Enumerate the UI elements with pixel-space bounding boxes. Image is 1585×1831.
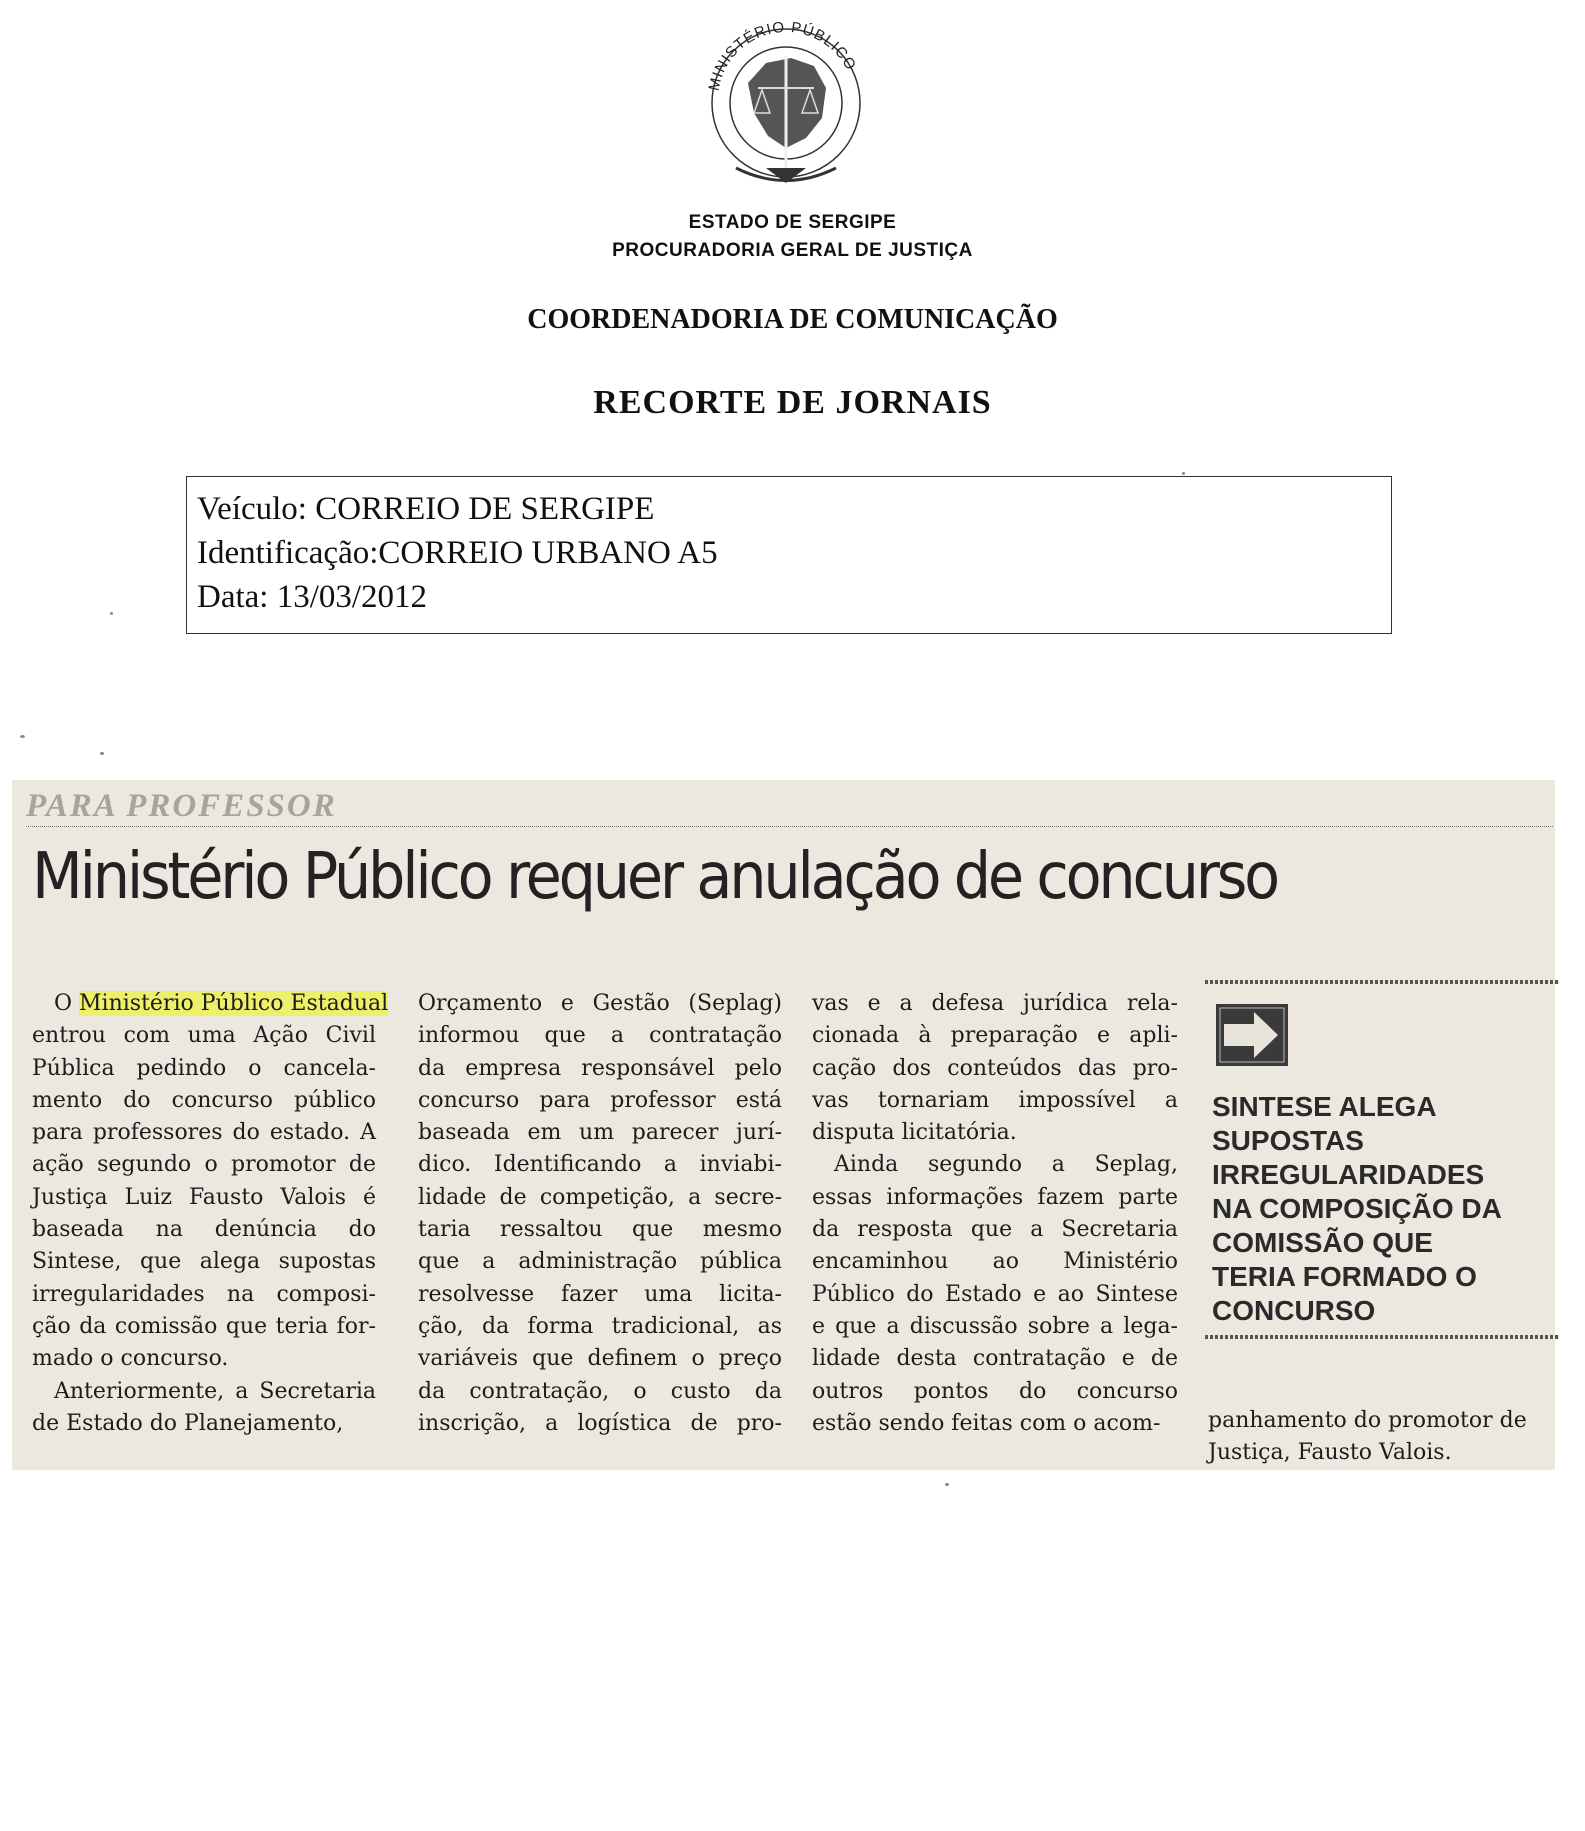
- continuation-line: Justiça, Fausto Valois.: [1208, 1440, 1452, 1465]
- article-line: cionada à preparação e apli-: [812, 1023, 1178, 1049]
- sidebar-headline-line: COMISSÃO QUE: [1212, 1227, 1433, 1258]
- article-line: dico. Identificando a inviabi-: [418, 1152, 782, 1178]
- article-line: concurso para professor está: [418, 1087, 782, 1113]
- article-line-text: Pública pedindo o cancela-: [32, 1055, 376, 1081]
- vehicle-line: Veículo: CORREIO DE SERGIPE: [197, 491, 655, 527]
- article-line: variáveis que definem o preço: [418, 1346, 782, 1372]
- seal-text: MINISTÉRIO PÚBLICO: [705, 18, 860, 93]
- article-line-text: mento do concurso público: [32, 1087, 376, 1113]
- sidebar-headline-line: SINTESE ALEGA: [1212, 1091, 1437, 1122]
- article-line: informou que a contratação: [418, 1023, 782, 1049]
- article-line-text: Justiça Luiz Fausto Valois é: [32, 1184, 376, 1210]
- scan-speck: [110, 612, 113, 615]
- section-title: RECORTE DE JORNAIS: [593, 384, 992, 421]
- article-line: cação dos conteúdos das pro-: [812, 1055, 1178, 1081]
- article-line: [32, 1279, 376, 1311]
- article-line: da resposta que a Secretaria: [812, 1217, 1178, 1243]
- article-line: lidade desta contratação e de: [812, 1346, 1178, 1372]
- ministerio-publico-seal: [696, 8, 876, 198]
- article-line: outros pontos do concurso: [812, 1378, 1178, 1404]
- article-line-text: baseada na denúncia do: [32, 1217, 376, 1243]
- article-line: [32, 1020, 376, 1052]
- scan-speck: [100, 752, 104, 755]
- sidebar-headline-line: IRREGULARIDADES: [1212, 1159, 1485, 1190]
- sidebar-top-rule: [1205, 980, 1559, 984]
- clipping-info-box: [186, 476, 1392, 634]
- article-line: taria ressaltou que mesmo: [418, 1217, 782, 1243]
- article-line: [32, 1246, 376, 1278]
- article-line: [32, 988, 389, 1020]
- article-line: disputa licitatória.: [812, 1120, 1017, 1146]
- article-column-1: [32, 988, 389, 1440]
- sidebar-headline-line: TERIA FORMADO O: [1212, 1261, 1477, 1292]
- article-line: [32, 1085, 376, 1117]
- article-continuation: [1208, 1405, 1527, 1469]
- newspaper-clipping: [12, 780, 1555, 1470]
- scan-speck: [945, 1483, 949, 1486]
- article-line: lidade de competição, a secre-: [418, 1184, 782, 1210]
- article-line: essas informações fazem parte: [812, 1184, 1178, 1210]
- article-line-text: irregularidades na composi-: [32, 1281, 376, 1307]
- article-line: [32, 1117, 376, 1149]
- article-line: Público do Estado e ao Sintese: [812, 1281, 1178, 1307]
- article-line: da empresa responsável pelo: [418, 1055, 782, 1081]
- article-line: que a administração pública: [418, 1249, 782, 1275]
- article-line: resolvesse fazer uma licita-: [418, 1281, 782, 1307]
- department-title: COORDENADORIA DE COMUNICAÇÃO: [527, 304, 1058, 335]
- article-line: [32, 1214, 376, 1246]
- sidebar-bottom-rule: [1205, 1335, 1559, 1339]
- article-line: vas tornariam impossível a: [812, 1087, 1178, 1113]
- article-line: estão sendo feitas com o acom-: [812, 1410, 1161, 1436]
- article-column-2: [418, 988, 782, 1440]
- date-line: Data: 13/03/2012: [197, 579, 428, 615]
- state-name: ESTADO DE SERGIPE: [688, 212, 897, 233]
- scan-speck: [1182, 472, 1185, 475]
- article-headline: Ministério Público requer anulação de concurso: [32, 840, 1277, 914]
- article-line: encaminhou ao Ministério: [812, 1249, 1178, 1275]
- article-line: vas e a defesa jurídica rela-: [812, 991, 1178, 1016]
- article-line: [32, 1376, 376, 1408]
- continuation-line: panhamento do promotor de: [1208, 1408, 1527, 1433]
- arrow-right-icon: [1212, 1000, 1292, 1070]
- article-line: [32, 1149, 376, 1181]
- article-line-text: O: [54, 991, 80, 1016]
- article-line-text: ção da comissão que teria for-: [32, 1313, 376, 1339]
- identification-line: Identificação:CORREIO URBANO A5: [197, 535, 718, 571]
- article-kicker: PARA PROFESSOR: [26, 788, 337, 824]
- kicker-rule: [26, 826, 1553, 827]
- article-line-text: mado o concurso.: [32, 1346, 229, 1372]
- article-line: [32, 1182, 376, 1214]
- article-line-text: de Estado do Planejamento,: [32, 1410, 344, 1436]
- office-name: PROCURADORIA GERAL DE JUSTIÇA: [612, 240, 973, 261]
- article-line: [32, 1408, 376, 1440]
- article-line-text: ação segundo o promotor de: [32, 1152, 376, 1178]
- sidebar-headline-line: CONCURSO: [1212, 1295, 1376, 1326]
- article-line-text: Sintese, que alega supostas: [32, 1249, 376, 1275]
- article-line: e que a discussão sobre a lega-: [812, 1313, 1178, 1339]
- article-line: [32, 1053, 376, 1085]
- article-line: inscrição, a logística de pro-: [418, 1410, 782, 1436]
- article-line: Ainda segundo a Seplag,: [834, 1152, 1178, 1178]
- highlighted-text: Ministério Público Estadual: [79, 991, 389, 1016]
- article-line: [32, 1343, 376, 1375]
- article-line: ção, da forma tradicional, as: [418, 1313, 782, 1339]
- article-line-text: Anteriormente, a Secretaria: [54, 1378, 376, 1404]
- article-line-text: entrou com uma Ação Civil: [32, 1023, 376, 1049]
- sidebar-headline-line: SUPOSTAS: [1212, 1125, 1364, 1156]
- article-line: [32, 1311, 376, 1343]
- sidebar-headline: [1212, 1090, 1552, 1328]
- sidebar-headline-line: NA COMPOSIÇÃO DA: [1212, 1193, 1502, 1224]
- article-line: baseada em um parecer jurí-: [418, 1120, 782, 1146]
- article-column-3: [812, 988, 1178, 1440]
- article-line: da contratação, o custo da: [418, 1378, 782, 1404]
- scan-speck: [20, 735, 25, 738]
- article-line-text: para professores do estado. A: [32, 1120, 376, 1146]
- article-line: Orçamento e Gestão (Seplag): [418, 991, 782, 1016]
